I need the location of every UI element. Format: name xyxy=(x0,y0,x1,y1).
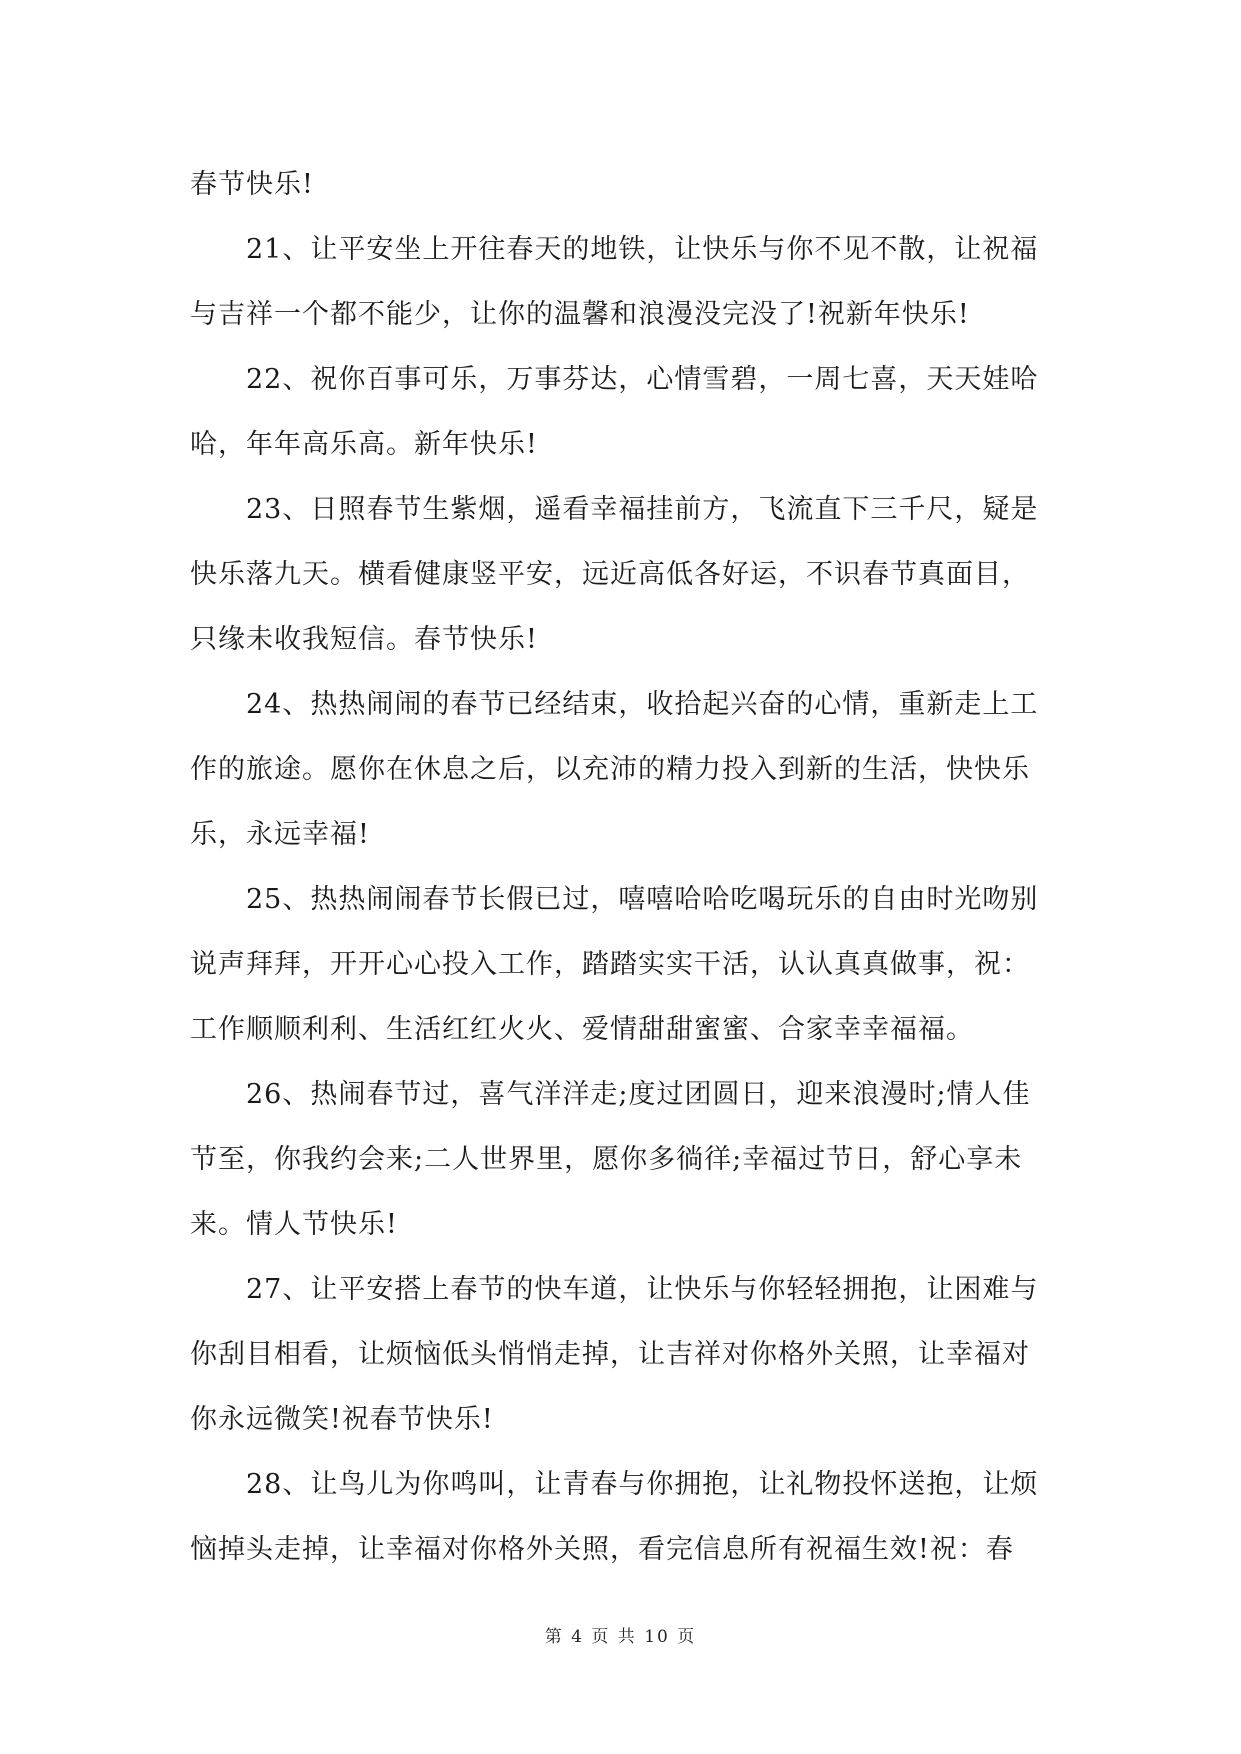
text-line: 25、热热闹闹春节长假已过，嘻嘻哈哈吃喝玩乐的自由时光吻别 xyxy=(246,884,1039,915)
document-body xyxy=(190,152,1050,1582)
text-line: 乐，永远幸福! xyxy=(190,819,370,850)
paragraph xyxy=(190,152,1050,217)
paragraph-24 xyxy=(190,672,1050,867)
text-line: 21、让平安坐上开往春天的地铁，让快乐与你不见不散，让祝福 xyxy=(246,234,1039,265)
text-line: 来。情人节快乐! xyxy=(190,1209,398,1240)
text-line: 与吉祥一个都不能少，让你的温馨和浪漫没完没了!祝新年快乐! xyxy=(190,299,970,330)
text-line: 24、热热闹闹的春节已经结束，收拾起兴奋的心情，重新走上工 xyxy=(246,689,1039,720)
page-number-footer: 第 4 页 共 10 页 xyxy=(544,1627,697,1647)
text-line: 哈，年年高乐高。新年快乐! xyxy=(190,429,538,460)
text-line: 27、让平安搭上春节的快车道，让快乐与你轻轻拥抱，让困难与 xyxy=(246,1274,1039,1305)
text-line: 春节快乐! xyxy=(190,169,314,200)
text-line: 23、日照春节生紫烟，遥看幸福挂前方，飞流直下三千尺，疑是 xyxy=(246,494,1039,525)
paragraph-27 xyxy=(190,1257,1050,1452)
text-line: 22、祝你百事可乐，万事芬达，心情雪碧，一周七喜，天天娃哈 xyxy=(246,364,1039,395)
paragraph-26 xyxy=(190,1062,1050,1257)
paragraph-22 xyxy=(190,347,1050,477)
text-line: 恼掉头走掉，让幸福对你格外关照，看完信息所有祝福生效!祝：春 xyxy=(190,1534,1014,1565)
text-line: 节至，你我约会来;二人世界里，愿你多徜徉;幸福过节日，舒心享未 xyxy=(190,1144,1023,1175)
paragraph-25 xyxy=(190,867,1050,1062)
text-line: 28、让鸟儿为你鸣叫，让青春与你拥抱，让礼物投怀送抱，让烦 xyxy=(246,1469,1039,1500)
paragraph-28 xyxy=(190,1452,1050,1582)
text-line: 只缘未收我短信。春节快乐! xyxy=(190,624,538,655)
text-line: 你刮目相看，让烦恼低头悄悄走掉，让吉祥对你格外关照，让幸福对 xyxy=(190,1339,1030,1370)
text-line: 你永远微笑!祝春节快乐! xyxy=(190,1404,494,1435)
text-line: 工作顺顺利利、生活红红火火、爱情甜甜蜜蜜、合家幸幸福福。 xyxy=(190,1014,974,1045)
text-line: 26、热闹春节过，喜气洋洋走;度过团圆日，迎来浪漫时;情人佳 xyxy=(246,1079,1031,1110)
paragraph-21 xyxy=(190,217,1050,347)
paragraph-23 xyxy=(190,477,1050,672)
text-line: 快乐落九天。横看健康竖平安，远近高低各好运，不识春节真面目， xyxy=(190,559,1030,590)
text-line: 作的旅途。愿你在休息之后，以充沛的精力投入到新的生活，快快乐 xyxy=(190,754,1030,785)
text-line: 说声拜拜，开开心心投入工作，踏踏实实干活，认认真真做事，祝： xyxy=(190,949,1030,980)
